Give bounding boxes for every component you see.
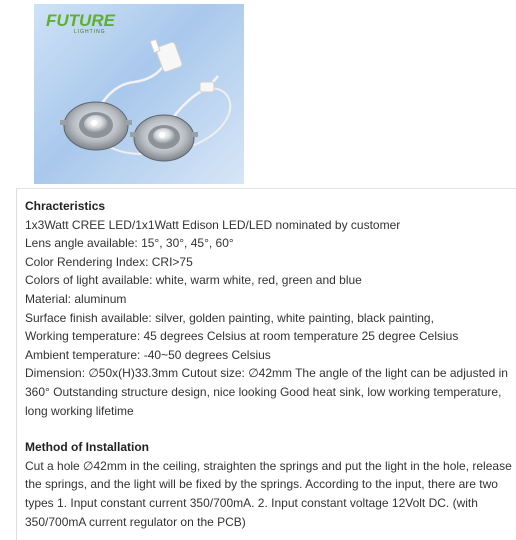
spec-line-colors: Colors of light available: white, warm white, red, green and blue: [25, 273, 362, 288]
product-photo: [34, 4, 244, 184]
spec-line-working-temp: Working temperature: 45 degrees Celsius at room temperature 25 degree Celsius: [25, 329, 459, 344]
top-divider: [16, 188, 516, 189]
spec-line-ambient-temp: Ambient temperature: -40~50 degrees Celsius: [25, 347, 271, 362]
left-divider: [16, 188, 17, 540]
spec-line-material: Material: aluminum: [25, 291, 127, 306]
installation-paragraph: Cut a hole ∅42mm in the ceiling, straighten the springs and put the light in the hole, release the springs, and the light will be fixed by the springs. According to the input, there are two types 1. Input constant current 350/700mA. 2. Input constant voltage 12Volt DC. (with 350/700mA current regulator on the PCB): [25, 458, 512, 529]
characteristics-heading: Chracteristics: [25, 199, 106, 213]
brand-logo: FUTURE: [46, 11, 115, 30]
spec-dimension-paragraph: Dimension: ∅50x(H)33.3mm Cutout size: ∅42mm The angle of the light can be adjusted in 360° Outstanding structure design, nice looking Good heat sink, low working temperature, long working lifetime: [25, 366, 508, 418]
spec-line-surface-finish: Surface finish available: silver, golden painting, white painting, black painting,: [25, 310, 434, 325]
spec-line-cri: Color Rendering Index: CRI>75: [25, 254, 193, 269]
installation-heading: Method of Installation: [25, 440, 149, 455]
spec-line-lens-angle: Lens angle available: 15°, 30°, 45°, 60°: [25, 236, 234, 251]
section-spacer: [25, 420, 516, 438]
brand-logo-subtext: LIGHTING: [74, 29, 106, 35]
downlight-illustration: [34, 4, 244, 184]
spec-line-led: 1x3Watt CREE LED/1x1Watt Edison LED/LED nominated by customer: [25, 217, 401, 232]
product-description: [25, 197, 516, 531]
